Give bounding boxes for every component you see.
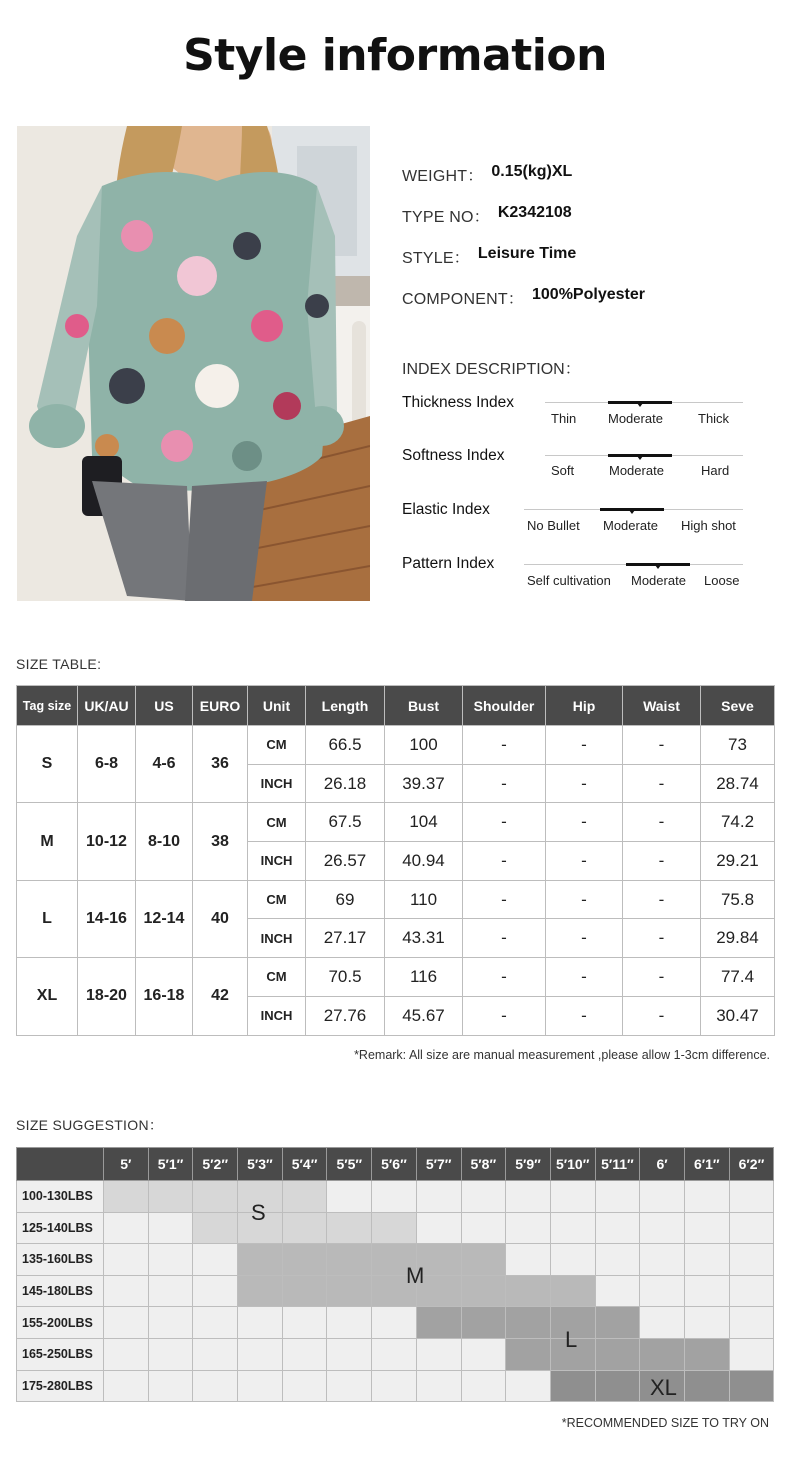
bust-cell: 116 — [385, 958, 463, 997]
seve-cell: 29.84 — [701, 919, 775, 958]
us-cell: 4-6 — [136, 726, 193, 803]
page-title: Style information — [183, 30, 607, 81]
size-suggestion-table — [16, 1147, 774, 1402]
col-header: Waist — [623, 686, 701, 726]
hip-cell: - — [546, 842, 623, 881]
height-header: 5′5″ — [327, 1148, 372, 1181]
index-name: Elastic Index — [402, 501, 490, 518]
index-selected-marker — [608, 401, 672, 404]
unit-cell: INCH — [248, 996, 306, 1035]
uk-au-cell: 10-12 — [78, 803, 136, 880]
length-cell: 26.18 — [306, 764, 385, 803]
table-row — [17, 726, 775, 765]
height-header: 5′8″ — [461, 1148, 506, 1181]
style-label: STYLE： — [402, 250, 470, 267]
index-name: Pattern Index — [402, 555, 495, 572]
unit-cell: INCH — [248, 764, 306, 803]
hip-cell: - — [546, 958, 623, 997]
height-header: 5′3″ — [238, 1148, 283, 1181]
index-selected-marker — [626, 563, 690, 566]
col-header: Unit — [248, 686, 306, 726]
waist-cell: - — [623, 764, 701, 803]
size-l-label: L — [565, 1327, 578, 1352]
weight-label: 135-160LBS — [17, 1244, 104, 1276]
hip-cell: - — [546, 880, 623, 919]
index-option: Moderate — [631, 573, 686, 588]
col-header: Shoulder — [463, 686, 546, 726]
weight-label: 175-280LBS — [17, 1370, 104, 1402]
col-header: Seve — [701, 686, 775, 726]
length-cell: 66.5 — [306, 726, 385, 765]
shoulder-cell: - — [463, 726, 546, 765]
index-option: No Bullet — [527, 518, 580, 533]
size-remark: *Remark: All size are manual measurement ,please allow 1-3cm difference. — [354, 1048, 770, 1062]
index-name: Thickness Index — [402, 394, 514, 411]
hip-cell: - — [546, 726, 623, 765]
tag-size-cell: L — [17, 880, 78, 957]
index-option: Moderate — [608, 411, 663, 426]
length-cell: 27.17 — [306, 919, 385, 958]
style-row — [402, 245, 645, 286]
weight-value: 0.15(kg)XL — [491, 163, 573, 180]
us-cell: 12-14 — [136, 880, 193, 957]
unit-cell: INCH — [248, 919, 306, 958]
size-m-label: M — [406, 1263, 425, 1288]
col-header: Length — [306, 686, 385, 726]
height-header: 6′1″ — [684, 1148, 729, 1181]
uk-au-cell: 18-20 — [78, 958, 136, 1035]
tag-size-cell: XL — [17, 958, 78, 1035]
size-table — [16, 685, 775, 1036]
height-header: 5′1″ — [148, 1148, 193, 1181]
uk-au-cell: 6-8 — [78, 726, 136, 803]
col-header: UK/AU — [78, 686, 136, 726]
unit-cell: CM — [248, 803, 306, 842]
col-header: US — [136, 686, 193, 726]
index-option: Loose — [704, 573, 740, 588]
index-option: Self cultivation — [527, 573, 611, 588]
component-label: COMPONENT： — [402, 291, 524, 308]
height-header: 5′9″ — [506, 1148, 551, 1181]
length-cell: 67.5 — [306, 803, 385, 842]
bust-cell: 45.67 — [385, 996, 463, 1035]
index-option: Thin — [551, 411, 577, 426]
length-cell: 70.5 — [306, 958, 385, 997]
unit-cell: CM — [248, 726, 306, 765]
type-value: K2342108 — [497, 204, 572, 221]
weight-row — [17, 1212, 774, 1244]
bust-cell: 100 — [385, 726, 463, 765]
bust-cell: 39.37 — [385, 764, 463, 803]
shoulder-cell: - — [463, 842, 546, 881]
component-row — [402, 286, 645, 327]
tag-size-cell: S — [17, 726, 78, 803]
length-cell: 27.76 — [306, 996, 385, 1035]
weight-row — [17, 1244, 774, 1276]
size-s-label: S — [251, 1200, 266, 1225]
waist-cell: - — [623, 842, 701, 881]
hip-cell: - — [546, 919, 623, 958]
softness-index — [402, 447, 747, 487]
seve-cell: 77.4 — [701, 958, 775, 997]
height-header: 5′7″ — [416, 1148, 461, 1181]
weight-label: 165-250LBS — [17, 1338, 104, 1370]
waist-cell: - — [623, 880, 701, 919]
type-row — [402, 204, 645, 245]
hip-cell: - — [546, 764, 623, 803]
shoulder-cell: - — [463, 764, 546, 803]
bust-cell: 104 — [385, 803, 463, 842]
weight-label: 125-140LBS — [17, 1212, 104, 1244]
index-option: Moderate — [603, 518, 658, 533]
weight-row — [402, 163, 645, 204]
table-row — [17, 803, 775, 842]
waist-cell: - — [623, 919, 701, 958]
style-value: Leisure Time — [477, 245, 577, 262]
shoulder-cell: - — [463, 958, 546, 997]
seve-cell: 29.21 — [701, 842, 775, 881]
bust-cell: 43.31 — [385, 919, 463, 958]
seve-cell: 30.47 — [701, 996, 775, 1035]
elastic-index — [402, 501, 747, 541]
seve-cell: 74.2 — [701, 803, 775, 842]
weight-label: 145-180LBS — [17, 1275, 104, 1307]
unit-cell: CM — [248, 880, 306, 919]
bust-cell: 110 — [385, 880, 463, 919]
euro-cell: 42 — [193, 958, 248, 1035]
waist-cell: - — [623, 803, 701, 842]
component-value: 100%Polyester — [532, 286, 645, 303]
size-table-label: SIZE TABLE: — [16, 656, 102, 672]
index-selected-marker — [600, 508, 664, 511]
suggestion-note: *RECOMMENDED SIZE TO TRY ON — [561, 1416, 769, 1430]
product-photo — [17, 126, 370, 601]
tag-size-cell: M — [17, 803, 78, 880]
height-header: 6′ — [640, 1148, 685, 1181]
index-option: Soft — [551, 463, 575, 478]
table-row — [17, 880, 775, 919]
waist-cell: - — [623, 996, 701, 1035]
weight-row — [17, 1181, 774, 1213]
shoulder-cell: - — [463, 996, 546, 1035]
unit-cell: CM — [248, 958, 306, 997]
index-name: Softness Index — [402, 447, 505, 464]
waist-cell: - — [623, 726, 701, 765]
shoulder-cell: - — [463, 803, 546, 842]
seve-cell: 73 — [701, 726, 775, 765]
bust-cell: 40.94 — [385, 842, 463, 881]
waist-cell: - — [623, 958, 701, 997]
weight-label: WEIGHT： — [402, 168, 484, 185]
length-cell: 69 — [306, 880, 385, 919]
height-header: 6′2″ — [729, 1148, 774, 1181]
col-header: Hip — [546, 686, 623, 726]
thickness-index — [402, 394, 747, 434]
height-header-row — [17, 1148, 774, 1181]
uk-au-cell: 14-16 — [78, 880, 136, 957]
size-suggestion-label: SIZE SUGGESTION： — [16, 1117, 164, 1133]
height-header: 5′4″ — [282, 1148, 327, 1181]
seve-cell: 28.74 — [701, 764, 775, 803]
type-label: TYPE NO： — [402, 209, 490, 226]
weight-label: 155-200LBS — [17, 1307, 104, 1339]
index-option: Thick — [698, 411, 730, 426]
index-selected-marker — [608, 454, 672, 457]
product-info — [402, 163, 645, 327]
seve-cell: 75.8 — [701, 880, 775, 919]
euro-cell: 38 — [193, 803, 248, 880]
col-header: Bust — [385, 686, 463, 726]
us-cell: 16-18 — [136, 958, 193, 1035]
us-cell: 8-10 — [136, 803, 193, 880]
shoulder-cell: - — [463, 880, 546, 919]
height-header: 5′ — [104, 1148, 149, 1181]
index-option: High shot — [681, 518, 736, 533]
euro-cell: 40 — [193, 880, 248, 957]
unit-cell: INCH — [248, 842, 306, 881]
height-header: 5′6″ — [372, 1148, 417, 1181]
corner-cell — [17, 1148, 104, 1181]
length-cell: 26.57 — [306, 842, 385, 881]
hip-cell: - — [546, 996, 623, 1035]
col-header: Tag size — [17, 686, 78, 726]
height-header: 5′10″ — [550, 1148, 595, 1181]
shoulder-cell: - — [463, 919, 546, 958]
weight-row — [17, 1275, 774, 1307]
weight-row — [17, 1338, 774, 1370]
size-table-header — [17, 686, 775, 726]
weight-row — [17, 1307, 774, 1339]
height-header: 5′11″ — [595, 1148, 640, 1181]
table-row — [17, 958, 775, 997]
size-xl-label: XL — [650, 1375, 677, 1400]
weight-label: 100-130LBS — [17, 1181, 104, 1213]
height-header: 5′2″ — [193, 1148, 238, 1181]
euro-cell: 36 — [193, 726, 248, 803]
hip-cell: - — [546, 803, 623, 842]
pattern-index — [402, 555, 747, 595]
index-option: Moderate — [609, 463, 664, 478]
index-description-title: INDEX DESCRIPTION： — [402, 361, 581, 378]
col-header: EURO — [193, 686, 248, 726]
index-option: Hard — [701, 463, 730, 478]
